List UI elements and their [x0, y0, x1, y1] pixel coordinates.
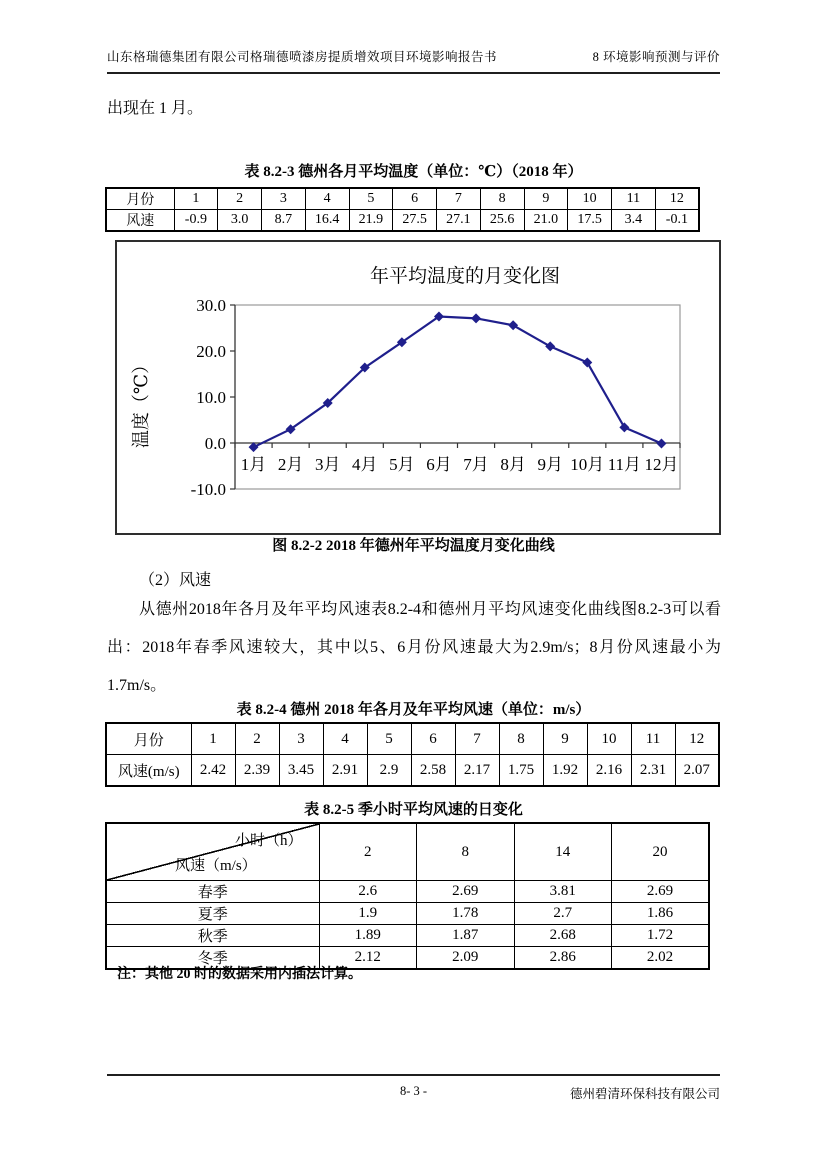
table-cell: 2 — [319, 823, 417, 881]
y-axis-title: 温度（℃） — [131, 355, 151, 449]
header-rule — [107, 72, 720, 74]
body-paragraph: 从德州2018年各月及年平均风速表8.2-4和德州月平均风速变化曲线图8.2-3可以看出：2018年春季风速较大，其中以5、6月份风速最大为2.9m/s；8月份风速最小为1.7m/s。 — [107, 601, 721, 694]
table-cell: 8 — [499, 723, 543, 755]
y-tick-label: -10.0 — [190, 480, 226, 499]
table-cell: 6 — [393, 188, 437, 210]
x-tick-label: 3月 — [314, 455, 341, 474]
y-tick-label: 20.0 — [196, 342, 226, 361]
table-cell: 2.69 — [417, 881, 515, 903]
table-cell: 冬季 — [106, 947, 319, 970]
x-tick-label: 1月 — [240, 455, 267, 474]
table-cell: 2.02 — [612, 947, 710, 970]
table-cell: 风速 — [106, 210, 174, 232]
table-cell: 1.89 — [319, 925, 417, 947]
table-cell: 2 — [218, 188, 262, 210]
table-cell: 1.92 — [543, 755, 587, 787]
table-cell: 8 — [417, 823, 515, 881]
table-cell: 2 — [235, 723, 279, 755]
x-tick-label: 5月 — [389, 455, 415, 474]
table-cell: 1.75 — [499, 755, 543, 787]
section-heading: （2）风速 — [139, 572, 212, 589]
table-cell: -0.1 — [655, 210, 699, 232]
table-row — [106, 903, 709, 925]
table-cell: -0.9 — [174, 210, 218, 232]
footer-rule — [107, 1074, 720, 1076]
table-cell: 12 — [675, 723, 719, 755]
table-temperature — [105, 187, 700, 232]
table-cell: 1.72 — [612, 925, 710, 947]
table-wind-diurnal — [105, 822, 710, 970]
table-cell: 1.78 — [417, 903, 515, 925]
data-point-marker — [656, 438, 666, 448]
table-cell: 9 — [543, 723, 587, 755]
temperature-chart-figure — [115, 240, 721, 535]
table-cell: 2.86 — [514, 947, 612, 970]
table-row — [106, 925, 709, 947]
x-tick-label: 7月 — [463, 455, 489, 474]
table-wind-monthly-title: 表 8.2-4 德州 2018 年各月及年平均风速（单位：m/s） — [236, 702, 591, 718]
table-cell: 27.5 — [393, 210, 437, 232]
header-right-text: 8 环境影响预测与评价 — [592, 50, 720, 64]
table-cell: 10 — [568, 188, 612, 210]
header-left-text: 山东格瑞德集团有限公司格瑞德喷漆房提质增效项目环境影响报告书 — [107, 50, 498, 64]
table-cell: 1.9 — [319, 903, 417, 925]
table-cell: 5 — [349, 188, 393, 210]
table-note: 注：其他 20 时的数据采用内插法计算。 — [117, 967, 362, 982]
table-cell: 3.81 — [514, 881, 612, 903]
table-cell: 21.0 — [524, 210, 568, 232]
table-cell: 3.0 — [218, 210, 262, 232]
table-row — [106, 755, 719, 787]
table-cell: 12 — [655, 188, 699, 210]
table-cell: 14 — [514, 823, 612, 881]
table-cell: 27.1 — [437, 210, 481, 232]
table-cell: 4 — [305, 188, 349, 210]
table-cell: 2.9 — [367, 755, 411, 787]
table-cell: 2.68 — [514, 925, 612, 947]
table-cell: 8.7 — [262, 210, 306, 232]
table-row — [106, 188, 699, 210]
table-cell: 2.16 — [587, 755, 631, 787]
table-cell: 3 — [262, 188, 306, 210]
table-cell: 5 — [367, 723, 411, 755]
table-cell: 9 — [524, 188, 568, 210]
table-cell: 25.6 — [480, 210, 524, 232]
table-cell: 7 — [455, 723, 499, 755]
table-cell: 3.4 — [612, 210, 656, 232]
table-cell: 11 — [612, 188, 656, 210]
table-cell: 3.45 — [279, 755, 323, 787]
table-wind-diurnal-title: 表 8.2-5 季小时平均风速的日变化 — [304, 802, 523, 818]
y-tick-label: 10.0 — [196, 388, 226, 407]
y-tick-label: 30.0 — [196, 296, 226, 315]
data-point-marker — [249, 442, 259, 452]
table-cell: 2.39 — [235, 755, 279, 787]
table-cell: 1.87 — [417, 925, 515, 947]
table-cell: 2.6 — [319, 881, 417, 903]
y-tick-label: 0.0 — [204, 434, 226, 453]
table-row — [106, 210, 699, 232]
table-header-row — [106, 823, 709, 881]
table-cell: 7 — [437, 188, 481, 210]
table-cell: 2.31 — [631, 755, 675, 787]
table-cell: 月份 — [106, 723, 191, 755]
table-cell: 2.91 — [323, 755, 367, 787]
x-tick-label: 12月 — [644, 455, 679, 474]
table-cell: 2.09 — [417, 947, 515, 970]
page-number: 8- 3 - — [399, 1084, 428, 1098]
x-tick-label: 11月 — [607, 455, 642, 474]
table-cell: 3 — [279, 723, 323, 755]
table-cell: 2.58 — [411, 755, 455, 787]
table-cell: 11 — [631, 723, 675, 755]
table-cell: 2.17 — [455, 755, 499, 787]
figure-caption: 图 8.2-2 2018 年德州年平均温度月变化曲线 — [272, 538, 555, 554]
table-row — [106, 723, 719, 755]
table-cell: 春季 — [106, 881, 319, 903]
table-cell: 8 — [480, 188, 524, 210]
table-cell: 16.4 — [305, 210, 349, 232]
table-temperature-title: 表 8.2-3 德州各月平均温度（单位：℃）（2018 年） — [244, 164, 583, 180]
table-cell: 1 — [174, 188, 218, 210]
x-tick-label: 10月 — [570, 455, 605, 474]
table-cell: 10 — [587, 723, 631, 755]
chart-title: 年平均温度的月变化图 — [369, 266, 561, 287]
table-row — [106, 881, 709, 903]
footer-company: 德州碧清环保科技有限公司 — [569, 1087, 720, 1101]
table-cell: 2.12 — [319, 947, 417, 970]
table-cell: 1 — [191, 723, 235, 755]
page-header — [107, 47, 720, 65]
data-point-marker — [619, 422, 629, 432]
corner-top-label: 小时（h） — [235, 833, 303, 849]
x-tick-label: 9月 — [537, 455, 563, 474]
table-cell: 6 — [411, 723, 455, 755]
data-point-marker — [582, 358, 592, 368]
table-cell: 17.5 — [568, 210, 612, 232]
table-cell: 月份 — [106, 188, 174, 210]
data-point-marker — [471, 313, 481, 323]
corner-bottom-label: 风速（m/s） — [175, 858, 257, 874]
x-tick-label: 4月 — [352, 455, 378, 474]
table-cell: 夏季 — [106, 903, 319, 925]
x-tick-label: 8月 — [500, 455, 526, 474]
table-cell: 2.42 — [191, 755, 235, 787]
page-footer — [107, 1084, 720, 1102]
data-point-marker — [508, 320, 518, 330]
table-cell: 4 — [323, 723, 367, 755]
table-cell: 风速(m/s) — [106, 755, 191, 787]
temperature-chart-svg — [117, 242, 715, 529]
table-cell: 2.7 — [514, 903, 612, 925]
table-cell: 秋季 — [106, 925, 319, 947]
x-tick-label: 6月 — [426, 455, 452, 474]
table-cell: 2.07 — [675, 755, 719, 787]
intro-text: 出现在 1 月。 — [107, 100, 204, 117]
x-tick-label: 2月 — [277, 455, 304, 474]
data-line — [254, 317, 662, 448]
corner-header-cell — [106, 823, 319, 881]
table-wind-monthly — [105, 722, 720, 787]
table-cell: 1.86 — [612, 903, 710, 925]
table-cell: 20 — [612, 823, 710, 881]
table-cell: 2.69 — [612, 881, 710, 903]
data-point-marker — [545, 341, 555, 351]
table-cell: 21.9 — [349, 210, 393, 232]
